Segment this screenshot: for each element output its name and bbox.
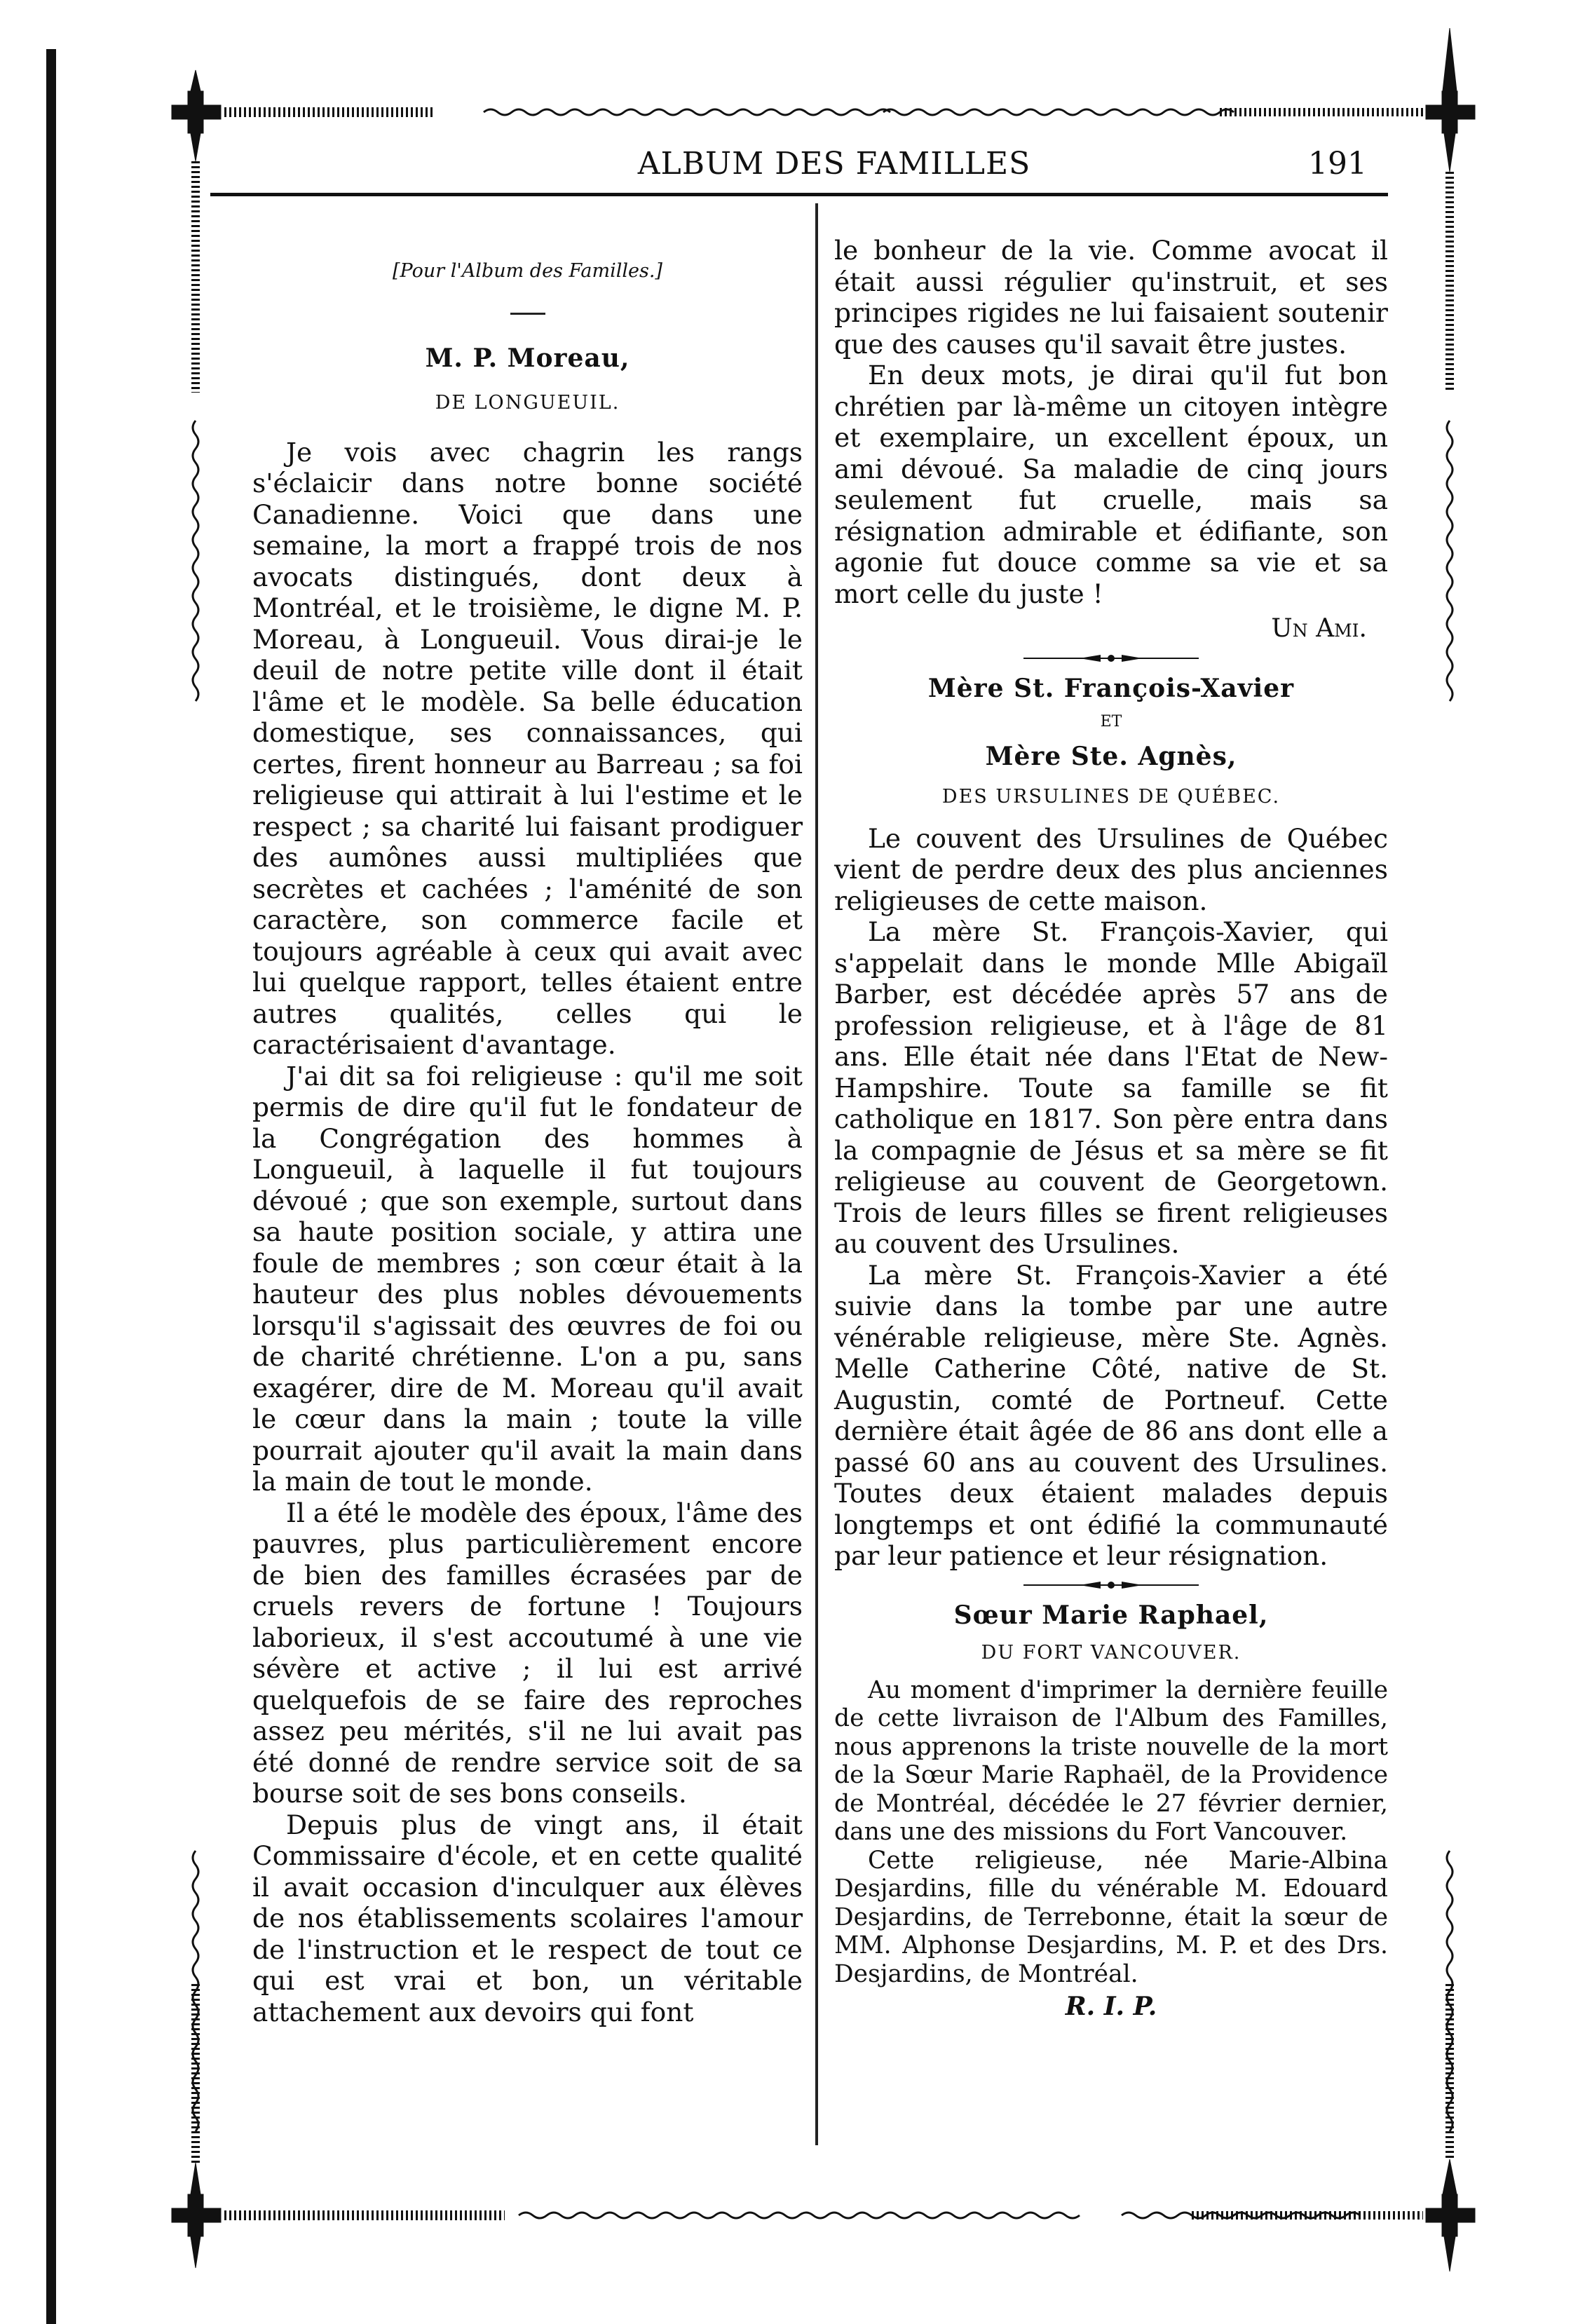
paragraph: Je vois avec chagrin les rangs s'éclaicir dans notre bonne société Canadienne. Voici que dans une semaine, la mort a frappé trois de nos avocats distingués, dont deux à Montréal, et le troisième, le digne M. P. Moreau, à Longueuil. Vous dirai-je le deuil de notre petite ville dont il était l'âme et le modèle. Sa belle éducation domestique, ses connaissances, qui certes, firent honneur au Barreau ; sa foi religieuse qui attirait à lui l'estime et le respect ; sa charité lui faisant prodiguer des aumônes aussi multipliées que secrètes et cachées ; l'aménité de son caractère, son commerce facile et toujours agréable à ceux qui avait avec lui quelque rapport, telles étaient entre autres qualités, celles qui le caractérisaient d'avantage.: [252, 436, 803, 1060]
article-title-conjunction: ET: [1100, 713, 1122, 731]
section-separator: [1023, 653, 1199, 663]
paragraph: En deux mots, je dirai qu'il fut bon chrétien par là-même un citoyen intègre et exemplaire, un excellent époux, un ami dévoué. Sa maladie de cinq jours seulement fut cruelle, mais sa résignation admirable et édifiante, son agonie fut douce comme sa vie et sa mort celle du juste !: [834, 360, 1388, 609]
paragraph: Depuis plus de vingt ans, il était Commissaire d'école, et en cette qualité il avait occasion d'inculquer aux élèves de nos établissements scolaires l'amour de l'instruction et le respect de tout ce qui est vrai et bon, un véritable attachement aux devoirs qui font: [252, 1809, 803, 2027]
article-subtitle: DES URSULINES DE QUÉBEC.: [941, 786, 1281, 808]
left-column: [252, 235, 803, 2027]
column-divider: [815, 203, 818, 2145]
paragraph: Il a été le modèle des époux, l'âme des pauvres, plus particulièrement encore de bien des familles écrasées par de cruels revers de fortune ! Toujours laborieux, il s'est accoutumé à une vie sévère et active ; il lui est arrivé quelquefois de se faire des reproches assez peu mérités, s'il ne lui avait pas été donné de rendre service soit de sa bourse soit de ses bons conseils.: [252, 1497, 803, 1809]
running-header-title: ALBUM DES FAMILLES: [637, 146, 1031, 182]
article-title-line1: Mère St. François-Xavier: [927, 673, 1295, 703]
paragraph: La mère St. François-Xavier, qui s'appelait dans le monde Mlle Abigaïl Barber, est décédée après 57 ans de profession religieuse, et à l'âge de 81 ans. Elle était née dans l'Etat de New-Hampshire. Toute sa famille se fit catholique en 1817. Son père entra dans la compagnie de Jésus et sa mère se fit religieuse au couvent de Georgetown. Trois de leurs filles se firent religieuses au couvent des Ursulines.: [834, 916, 1388, 1259]
paragraph: Au moment d'imprimer la dernière feuille de cette livraison de l'Album des Familles, nous apprenons la triste nouvelle de la mort de la Sœur Marie Raphaël, de la Providence de Montréal, décédée le 27 février dernier, dans une des missions du Fort Vancouver.: [834, 1676, 1388, 1846]
continued-paragraph: le bonheur de la vie. Comme avocat il était aussi régulier qu'instruit, et ses principes rigides ne lui faisaient soutenir que des causes qu'il savait être justes.: [834, 235, 1388, 360]
obituary-title-name: M. P. Moreau,: [425, 343, 630, 373]
source-note: [Pour l'Album des Familles.]: [393, 260, 662, 282]
article-title-line2: Mère Ste. Agnès,: [985, 741, 1237, 771]
paragraph: Le couvent des Ursulines de Québec vient de perdre deux des plus anciennes religieuses de cette maison.: [834, 822, 1388, 916]
article-subtitle: DU FORT VANCOUVER.: [981, 1642, 1241, 1664]
section-separator: [1023, 1580, 1199, 1590]
article-title: Sœur Marie Raphael,: [953, 1600, 1269, 1630]
paragraph: J'ai dit sa foi religieuse : qu'il me soit permis de dire qu'il fut le fondateur de la Congrégation des hommes à Longueuil, à laquelle il fut toujours dévoué ; que son exemple, surtout dans sa haute position sociale, y attira une foule de membres ; son cœur était à la hauteur des plus nobles dévouements lorsqu'il s'agissait des œuvres de foi ou de charité chrétienne. L'on a pu, sans exagérer, dire de M. Moreau qu'il avait le cœur dans la main ; toute la ville pourrait ajouter qu'il avait la main dans la main de tout le monde.: [252, 1060, 803, 1497]
header-rule: [210, 193, 1388, 196]
short-rule: [510, 313, 545, 315]
page-number: 191: [1308, 146, 1367, 182]
paragraph: Cette religieuse, née Marie-Albina Desjardins, fille du vénérable M. Edouard Desjardins, de Terrebonne, était la sœur de MM. Alphonse Desjardins, M. P. et des Drs. Desjardins, de Montréal.: [834, 1846, 1388, 1988]
right-column: [834, 235, 1388, 2023]
signature: Un Ami.: [1271, 614, 1367, 643]
closing-rip: R. I. P.: [1065, 1992, 1157, 2021]
paragraph: La mère St. François-Xavier a été suivie dans la tombe par une autre vénérable religieuse, mère Ste. Agnès. Melle Catherine Côté, native de St. Augustin, comté de Portneuf. Cette dernière était âgée de 86 ans dont elle a passé 60 ans au couvent des Ursulines. Toutes deux étaient malades depuis longtemps et ont édifié la communauté par leur patience et leur résignation.: [834, 1259, 1388, 1571]
obituary-title-place: DE LONGUEUIL.: [435, 392, 620, 414]
